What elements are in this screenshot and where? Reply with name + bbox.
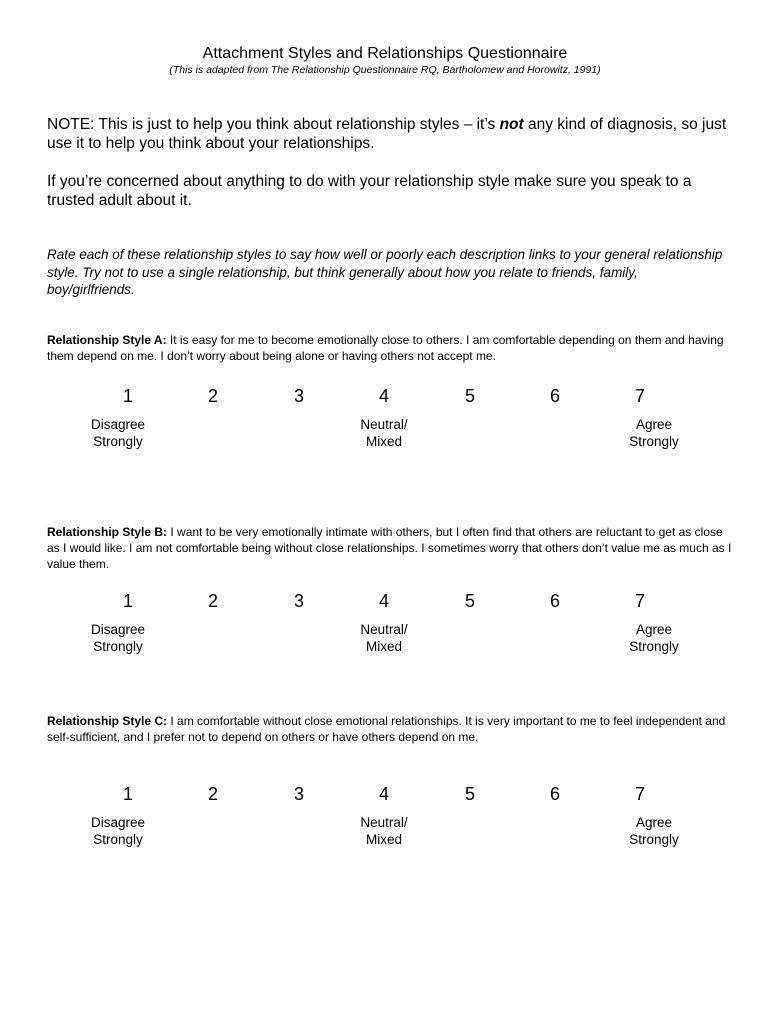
style-b-anchor-high: Agree Strongly <box>629 622 679 654</box>
style-b-rating-6[interactable]: 6 <box>549 591 560 611</box>
style-c-label: Relationship Style C: <box>47 714 168 728</box>
style-c-rating-2[interactable]: 2 <box>207 784 218 804</box>
note-text-before: NOTE: This is just to help you think about relationship styles – it’s <box>47 116 500 133</box>
document-title: Attachment Styles and Relationships Questionnaire <box>202 45 568 62</box>
note-paragraph <box>47 115 727 153</box>
style-a-rating-6[interactable]: 6 <box>549 386 560 406</box>
style-b-text: I want to be very emotionally intimate with others, but I often find that others are reluctant to get as close as I would like. I am not comfortable being without close relationships. I sometimes worry that others don’t value me as much as I value them. <box>47 525 732 571</box>
style-a-anchor-high: Agree Strongly <box>629 417 679 449</box>
style-a-label: Relationship Style A: <box>47 333 167 347</box>
style-c-rating-7[interactable]: 7 <box>634 784 645 804</box>
style-b-rating-scale <box>0 591 770 661</box>
style-b-rating-4[interactable]: 4 <box>378 591 389 611</box>
style-c-rating-5[interactable]: 5 <box>464 784 475 804</box>
style-b-label: Relationship Style B: <box>47 525 168 539</box>
style-a-anchor-mid: Neutral/ Mixed <box>360 417 408 449</box>
style-b-anchor-mid: Neutral/ Mixed <box>360 622 408 654</box>
style-b-rating-3[interactable]: 3 <box>293 591 304 611</box>
style-a-rating-3[interactable]: 3 <box>293 386 304 406</box>
style-b-anchor-low: Disagree Strongly <box>90 622 146 654</box>
rating-instructions: Rate each of these relationship styles to say how well or poorly each description links to your general relationship style. Try not to use a single relationship, but think generally about how you relate to friends, family, boy/girlfriends. <box>47 247 723 297</box>
style-a-description <box>47 332 737 364</box>
style-c-description <box>47 713 737 745</box>
style-b-rating-7[interactable]: 7 <box>634 591 645 611</box>
style-a-rating-4[interactable]: 4 <box>378 386 389 406</box>
style-b-rating-5[interactable]: 5 <box>464 591 475 611</box>
style-b-description <box>47 524 737 572</box>
style-a-text: It is easy for me to become emotionally close to others. I am comfortable depending on them and having them depend on me. I don’t worry about being alone or having others not accept me. <box>47 333 724 363</box>
concern-paragraph: If you’re concerned about anything to do with your relationship style make sure you speak to a trusted adult about it. <box>47 173 692 209</box>
style-a-rating-7[interactable]: 7 <box>634 386 645 406</box>
style-a-rating-scale <box>0 386 770 456</box>
style-c-text: I am comfortable without close emotional relationships. It is very important to me to feel independent and self-sufficient, and I prefer not to depend on others or have others depend on me. <box>47 714 726 744</box>
style-c-anchor-high: Agree Strongly <box>629 815 679 847</box>
style-c-rating-6[interactable]: 6 <box>549 784 560 804</box>
style-c-rating-3[interactable]: 3 <box>293 784 304 804</box>
style-c-rating-1[interactable]: 1 <box>122 784 133 804</box>
style-c-anchor-low: Disagree Strongly <box>90 815 146 847</box>
document-subtitle: (This is adapted from The Relationship Questionnaire RQ, Bartholomew and Horowitz, 1991) <box>169 64 601 76</box>
style-a-rating-2[interactable]: 2 <box>207 386 218 406</box>
style-a-rating-5[interactable]: 5 <box>464 386 475 406</box>
style-a-anchor-low: Disagree Strongly <box>90 417 146 449</box>
note-text-after: any kind of diagnosis, so just use it to help you think about your relationships. <box>47 116 727 152</box>
style-c-anchor-mid: Neutral/ Mixed <box>360 815 408 847</box>
note-emphasis: not <box>499 116 524 133</box>
style-b-rating-1[interactable]: 1 <box>122 591 133 611</box>
style-a-rating-1[interactable]: 1 <box>122 386 133 406</box>
style-c-rating-scale <box>0 784 770 854</box>
style-c-rating-4[interactable]: 4 <box>378 784 389 804</box>
style-b-rating-2[interactable]: 2 <box>207 591 218 611</box>
